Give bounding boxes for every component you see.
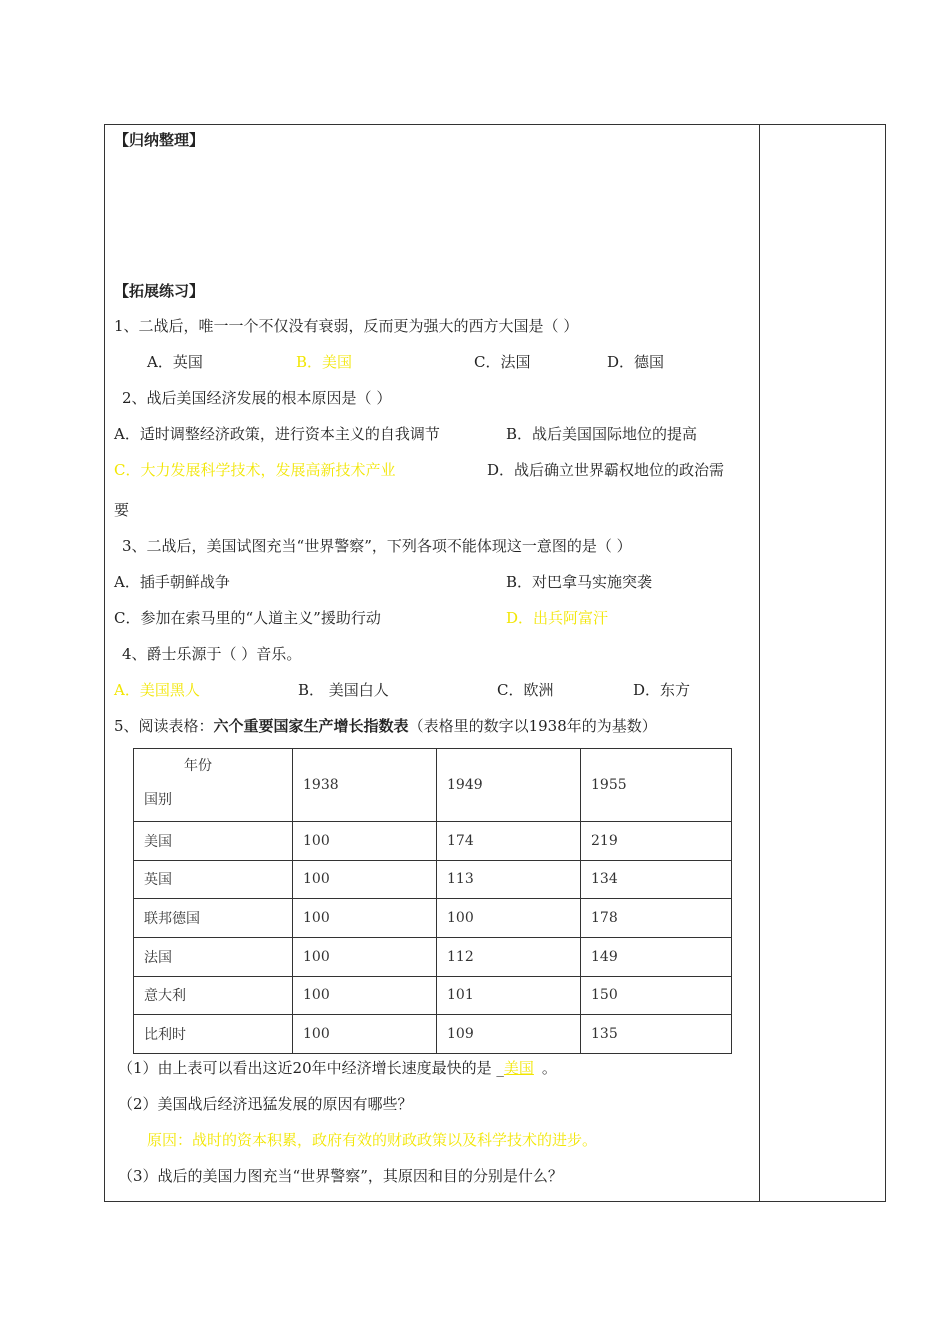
q4-stem: 4、爵士乐源于（ ）音乐。 [122,645,302,663]
value-cell: 101 [437,976,581,1015]
q1-stem: 1、二战后，唯一一个不仅没有衰弱，反而更为强大的西方大国是（ ） [114,317,579,335]
value-cell: 100 [293,976,437,1015]
q3-option-a: A．插手朝鲜战争 [114,573,230,591]
table-row [134,976,732,1015]
q2-option-a: A．适时调整经济政策，进行资本主义的自我调节 [114,425,440,443]
q2-option-c-answer: C．大力发展科学技术，发展高新技术产业 [114,461,396,479]
value-cell: 112 [437,937,581,976]
summary-heading: 【归纳整理】 [114,131,205,149]
country-cell: 英国 [134,860,293,899]
value-cell: 100 [293,860,437,899]
year-header: 1949 [437,749,581,822]
value-cell: 149 [581,937,732,976]
value-cell: 100 [293,1015,437,1054]
country-cell: 意大利 [134,976,293,1015]
q5-sub1-end: 。 [541,1059,557,1077]
table-row [134,822,732,861]
value-cell: 134 [581,860,732,899]
value-cell: 100 [437,899,581,938]
value-cell: 109 [437,1015,581,1054]
q3-option-d-answer: D．出兵阿富汗 [506,609,609,627]
value-cell: 113 [437,860,581,899]
country-cell: 比利时 [134,1015,293,1054]
q5-suffix: （表格里的数字以1938年的为基数） [408,717,657,735]
q5-sub1-answer: 美国 [503,1059,534,1077]
q2-stem: 2、战后美国经济发展的根本原因是（ ） [122,389,392,407]
table-row [134,1015,732,1054]
table-corner-cell [134,749,293,822]
q3-option-b: B．对巴拿马实施突袭 [506,573,653,591]
q5-sub2-answer: 原因：战时的资本积累，政府有效的财政政策以及科学技术的进步。 [147,1131,598,1149]
corner-year-label: 年份 [184,758,212,774]
q3-stem: 3、二战后，美国试图充当“世界警察”，下列各项不能体现这一意图的是（ ） [122,537,632,555]
q5-sub3: （3）战后的美国力图充当“世界警察”，其原因和目的分别是什么？ [118,1167,563,1185]
q1-option-b-answer: B．美国 [296,353,353,371]
q5-sub1-text: （1）由上表可以看出这近20年中经济增长速度最快的是 _ [118,1059,504,1077]
corner-country-label: 国别 [144,792,172,808]
table-row [134,860,732,899]
q5-prefix: 5、阅读表格： [114,717,214,735]
margin-column-divider [759,124,760,1202]
value-cell: 100 [293,822,437,861]
q2-option-d-continued: 要 [114,501,130,519]
q5-sub1 [118,1058,557,1078]
q3-option-c: C．参加在索马里的“人道主义”援助行动 [114,609,381,627]
q5-sub2: （2）美国战后经济迅猛发展的原因有哪些？ [118,1095,413,1113]
country-cell: 美国 [134,822,293,861]
year-header: 1938 [293,749,437,822]
q4-option-a-answer: A．美国黑人 [114,681,200,699]
production-index-table [133,748,732,1054]
q5-table-title: 六个重要国家生产增长指数表 [213,717,409,735]
value-cell: 135 [581,1015,732,1054]
q4-option-c: C．欧洲 [497,681,554,699]
year-header: 1955 [581,749,732,822]
q1-option-d: D．德国 [607,353,665,371]
value-cell: 150 [581,976,732,1015]
q4-option-d: D．东方 [633,681,691,699]
q2-option-d: D．战后确立世界霸权地位的政治需 [487,461,725,479]
country-cell: 联邦德国 [134,899,293,938]
q2-option-b: B．战后美国国际地位的提高 [506,425,698,443]
country-cell: 法国 [134,937,293,976]
table-row [134,937,732,976]
table-row [134,899,732,938]
q5-stem [114,716,657,736]
value-cell: 178 [581,899,732,938]
value-cell: 219 [581,822,732,861]
q1-option-c: C．法国 [474,353,531,371]
value-cell: 100 [293,899,437,938]
value-cell: 174 [437,822,581,861]
q1-option-a: A．英国 [147,353,203,371]
practice-heading: 【拓展练习】 [114,282,205,300]
value-cell: 100 [293,937,437,976]
q4-option-b: B． 美国白人 [298,681,389,699]
